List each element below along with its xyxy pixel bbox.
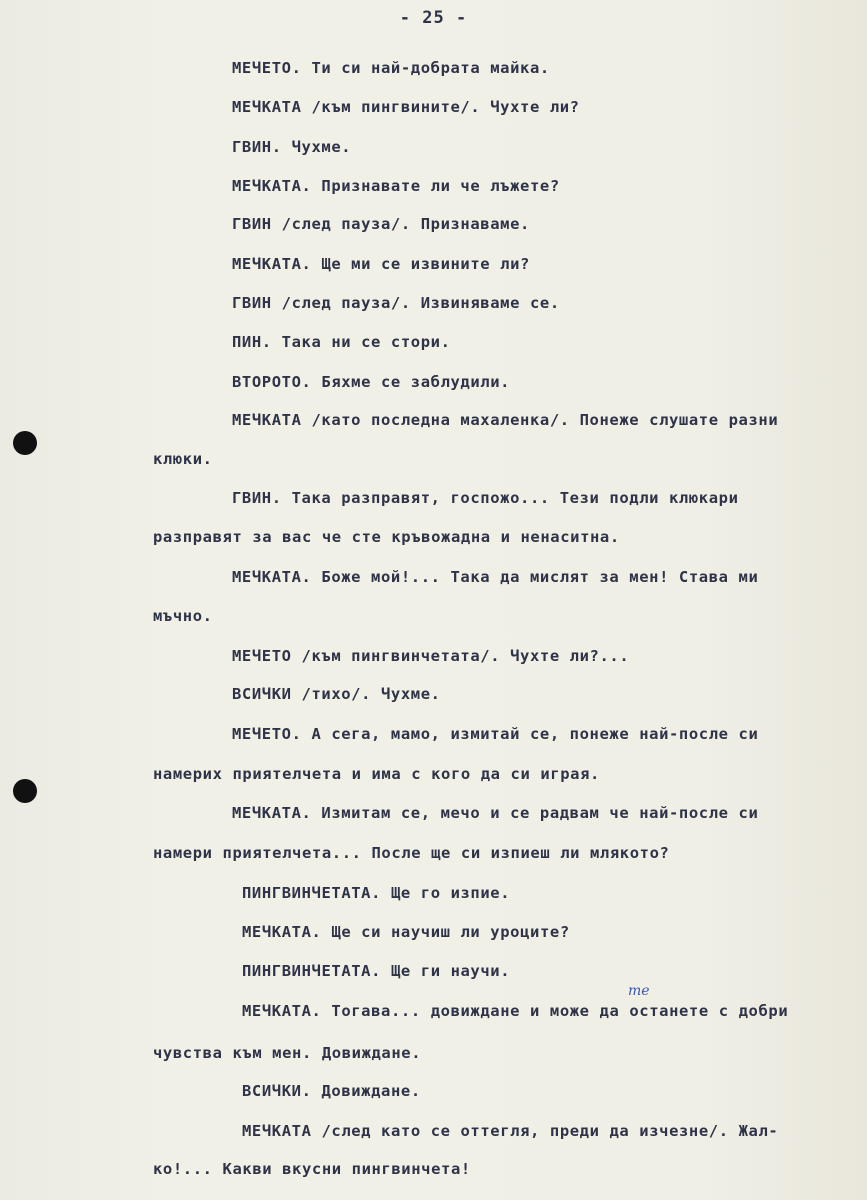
text-line: ГВИН. Така разправят, госпожо... Тези подли клюкари — [232, 489, 739, 507]
page-number: - 25 - — [399, 8, 468, 28]
text-line: ГВИН /след пауза/. Извиняваме се. — [232, 294, 560, 312]
text-line: ВСИЧКИ. Довиждане. — [242, 1082, 421, 1100]
text-line: ПИН. Така ни се стори. — [232, 333, 451, 351]
text-line: ГВИН. Чухме. — [232, 138, 352, 156]
text-line: МЕЧКАТА /към пингвините/. Чухте ли? — [232, 98, 580, 116]
text-line: МЕЧКАТА. Признавате ли че лъжете? — [232, 177, 560, 195]
punch-hole-icon — [13, 431, 37, 455]
text-line: ко!... Какви вкусни пингвинчета! — [153, 1160, 471, 1178]
text-line: МЕЧКАТА. Боже мой!... Така да мислят за мен! Става ми — [232, 568, 759, 586]
text-line: МЕЧЕТО. А сега, мамо, измитай се, понеже най-после си — [232, 725, 759, 743]
text-line: клюки. — [153, 450, 213, 468]
text-line: разправят за вас че сте кръвожадна и ненаситна. — [153, 528, 620, 546]
text-line: МЕЧКАТА. Ще ми се извините ли? — [232, 255, 530, 273]
text-line: ВСИЧКИ /тихо/. Чухме. — [232, 685, 441, 703]
text-line: МЕЧЕТО. Ти си най-добрата майка. — [232, 59, 550, 77]
text-line: ПИНГВИНЧЕТАТА. Ще ги научи. — [242, 962, 511, 980]
text-line: МЕЧКАТА. Ще си научиш ли уроците? — [242, 923, 570, 941]
text-line: ГВИН /след пауза/. Признаваме. — [232, 215, 530, 233]
text-line: МЕЧКАТА. Измитам се, мечо и се радвам че най-после си — [232, 804, 759, 822]
punch-hole-icon — [13, 779, 37, 803]
text-line: ВТОРОТО. Бяхме се заблудили. — [232, 373, 511, 391]
text-line: намерих приятелчета и има с кого да си играя. — [153, 765, 600, 783]
text-line: МЕЧЕТО /към пингвинчетата/. Чухте ли?... — [232, 647, 630, 665]
text-line: намери приятелчета... После ще си изпиеш ли млякото? — [153, 844, 670, 862]
text-line: МЕЧКАТА /след като се оттегля, преди да изчезне/. Жал- — [242, 1122, 779, 1140]
text-line: мъчно. — [153, 607, 213, 625]
text-line: МЕЧКАТА /като последна махаленка/. Понеже слушате разни — [232, 411, 779, 429]
text-line: МЕЧКАТА. Тогава... довиждане и може да останете с добри — [242, 1002, 789, 1020]
text-line: чувства към мен. Довиждане. — [153, 1044, 422, 1062]
text-line: ПИНГВИНЧЕТАТА. Ще го изпие. — [242, 884, 511, 902]
handwritten-correction: те — [628, 983, 650, 999]
